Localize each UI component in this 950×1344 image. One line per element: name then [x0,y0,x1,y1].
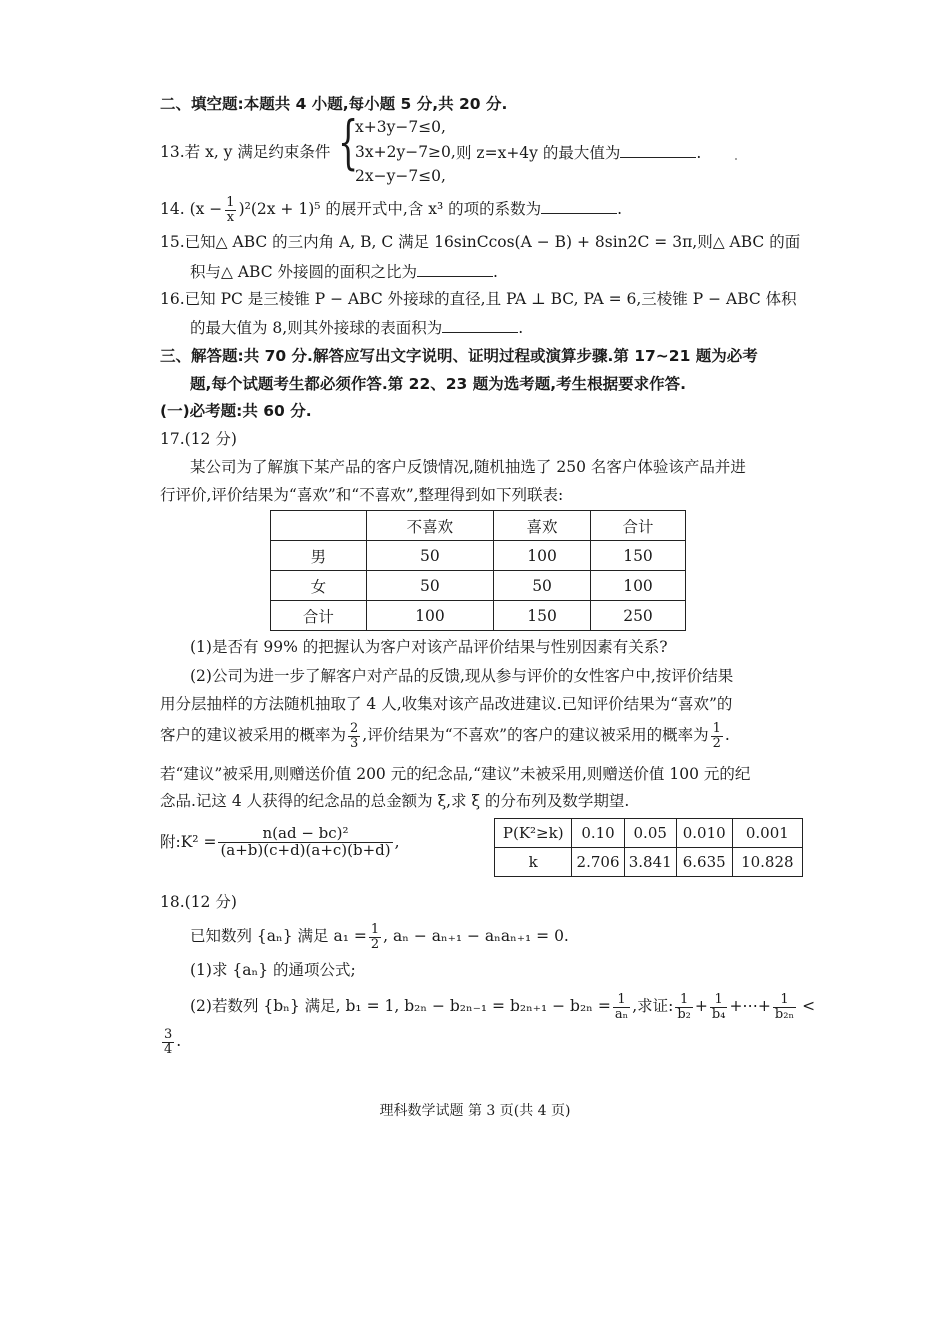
q18-part1: (1)求 {aₙ} 的通项公式; [190,961,356,979]
table-header-row [271,511,686,541]
sum-dots: +⋯+ [729,997,771,1016]
q17-critical-value-table [494,818,803,877]
q13-brace: { [338,108,359,176]
table-cell: 男 [271,541,367,571]
frac-num: 1 [679,992,689,1007]
q17-fraction-dislike [711,722,723,750]
formula-num: n(ad − bc)² [262,824,349,842]
frac-den: b₂ [677,1006,691,1022]
frac-den: 2 [370,936,380,952]
q14-answer-blank [541,199,617,214]
table-cell: 2.706 [572,848,624,877]
table-cell: 50 [494,571,591,601]
frac-num: 1 [617,992,626,1007]
sum-term-2 [710,993,728,1021]
frac-den: 2 [712,735,721,751]
table-cell: 150 [591,541,686,571]
table-cell: 0.10 [572,819,624,848]
q17-contingency-table [270,510,686,631]
q13-constraint-2: 3x+2y−7≥0, [355,143,456,161]
frac-num: 3 [164,1027,173,1042]
q18-title: 18.(12 分) [160,893,237,911]
q13-constraint-1: x+3y−7≤0, [355,118,446,136]
q16-line1: 16.已知 PC 是三棱锥 P − ABC 外接球的直径,且 PA ⊥ BC, PA = 6,三棱锥 P − ABC 体积 [160,290,797,308]
table-cell: P(K²≥k) [495,819,572,848]
page-footer: 理科数学试题 第 3 页(共 4 页) [379,1103,571,1119]
formula-label: 附:K² = [160,832,217,851]
q17-part2-line3-end: . [724,726,730,745]
q15-line1: 15.已知△ ABC 的三内角 A, B, C 满足 16sinCcos(A − B) + 8sin2C = 3π,则△ ABC 的面 [160,233,801,251]
q16-answer-blank [442,318,518,333]
frac-den: 4 [164,1041,173,1057]
q17-part2-line2: 用分层抽样的方法随机抽取了 4 人,收集对该产品改进建议.已知评价结果为“喜欢”的 [160,695,733,713]
q17-intro-line2: 行评价,评价结果为“喜欢”和“不喜欢”,整理得到如下列联表: [160,486,564,504]
q13-answer-blank [620,143,696,158]
q13-end: . [696,144,702,162]
section3-heading-line2: 题,每个试题考生都必须作答.第 22、23 题为选考题,考生根据要求作答. [190,375,686,393]
table-cell: 100 [591,571,686,601]
q17-fraction-like [348,722,360,750]
table-cell: 50 [366,541,493,571]
table-cell: 250 [591,601,686,631]
q17-part2-line3-mid: ,评价结果为“不喜欢”的客户的建议被采用的概率为 [362,726,709,745]
table-cell: 10.828 [732,848,802,877]
table-row [271,601,686,631]
frac-num: 1 [714,992,723,1007]
frac-num: 1 [780,992,789,1007]
q14-pre: (x − [189,200,223,219]
table-header-cell: 不喜欢 [366,511,493,541]
q18-part2-pre: (2)若数列 {bₙ} 满足, b₁ = 1, b₂ₙ − b₂ₙ₋₁ = b₂ₙ₊₁ − b₂ₙ = [190,997,611,1016]
q13-prefix: 13.若 x, y 满足约束条件 [160,143,331,161]
q18-line1 [190,923,569,951]
table-cell: 0.010 [676,819,732,848]
table-header-cell: 合计 [591,511,686,541]
sum-plus: + [694,997,708,1016]
table-cell: 3.841 [624,848,676,877]
q18-part2 [190,993,815,1021]
q17-part2-line3-pre: 客户的建议被采用的概率为 [160,726,347,745]
q14-frac-den: x [226,209,235,225]
table-cell: 合计 [271,601,367,631]
q15-answer-blank [417,262,493,277]
sum-less-than: < [802,997,816,1016]
q18-tail [160,1028,181,1056]
q16-line2-text: 的最大值为 8,则其外接球的表面积为 [190,319,443,337]
q17-title: 17.(12 分) [160,430,237,448]
q16-end: . [518,319,524,337]
formula-end: , [394,832,400,851]
frac-den: aₙ [614,1006,629,1022]
q17-part2-line4: 若“建议”被采用,则赠送价值 200 元的纪念品,“建议”未被采用,则赠送价值 100 元的纪 [160,765,751,783]
table-header-cell: 喜欢 [494,511,591,541]
q18-recip-fraction [613,993,630,1021]
table-cell: 0.001 [732,819,802,848]
q17-part2-line5: 念品.记这 4 人获得的纪念品的总金额为 ξ,求 ξ 的分布列及数学期望. [160,792,630,810]
table-row [495,819,803,848]
frac-den: b₄ [711,1006,726,1022]
section3-subheading: (一)必考题:共 60 分. [160,402,312,420]
q13-suffix-text: 则 z=x+4y 的最大值为 [456,144,621,162]
table-cell: 6.635 [676,848,732,877]
q18-part2-mid: ,求证: [632,997,674,1016]
frac-num: 2 [350,721,359,736]
q18-a1-fraction [369,923,381,951]
table-cell [271,511,367,541]
q18-tail-end: . [176,1032,182,1051]
q14-num: 14. [160,200,185,219]
q18-line1-post: , aₙ − aₙ₊₁ − aₙaₙ₊₁ = 0. [383,927,569,946]
sum-term-1 [675,993,693,1021]
q14-line [160,196,622,224]
q14-end: . [617,200,623,219]
scan-speck [735,158,737,160]
formula-den: (a+b)(c+d)(a+c)(b+d) [220,840,391,859]
frac-num: 1 [712,721,721,736]
q16-line2 [190,318,523,338]
q13-suffix [456,143,701,163]
q18-bound-fraction [162,1028,174,1056]
q14-post: )²(2x + 1)⁵ 的展开式中,含 x³ 的项的系数为 [238,200,542,219]
table-row [495,848,803,877]
section2-heading: 二、填空题:本题共 4 小题,每小题 5 分,共 20 分. [160,95,508,113]
sum-term-n [773,993,796,1021]
section3-heading-line1: 三、解答题:共 70 分.解答应写出文字说明、证明过程或演算步骤.第 17~21 题为必考 [160,347,758,365]
table-cell: 100 [494,541,591,571]
table-row [271,571,686,601]
q18-line1-pre: 已知数列 {aₙ} 满足 a₁ = [190,927,367,946]
q17-part1: (1)是否有 99% 的把握认为客户对该产品评价结果与性别因素有关系? [190,638,668,656]
frac-den: 3 [350,735,359,751]
q15-line2-text: 积与△ ABC 外接圆的面积之比为 [190,263,418,281]
q17-formula [160,826,400,859]
q17-part2-line3 [160,722,730,750]
q15-line2 [190,262,498,282]
table-cell: 150 [494,601,591,631]
q17-part2-line1: (2)公司为进一步了解客户对产品的反馈,现从参与评价的女性客户中,按评价结果 [190,667,734,685]
table-row [271,541,686,571]
q13-constraint-3: 2x−y−7≤0, [355,167,446,185]
formula-fraction [218,826,392,859]
q14-fraction [224,196,236,224]
table-cell: 50 [366,571,493,601]
frac-den: b₂ₙ [774,1006,795,1022]
q14-frac-num: 1 [226,195,235,210]
q15-end: . [493,263,498,281]
table-cell: 0.05 [624,819,676,848]
table-cell: 100 [366,601,493,631]
q17-intro-line1: 某公司为了解旗下某产品的客户反馈情况,随机抽选了 250 名客户体验该产品并进 [190,458,746,476]
table-cell: k [495,848,572,877]
table-cell: 女 [271,571,367,601]
frac-num: 1 [370,922,380,937]
